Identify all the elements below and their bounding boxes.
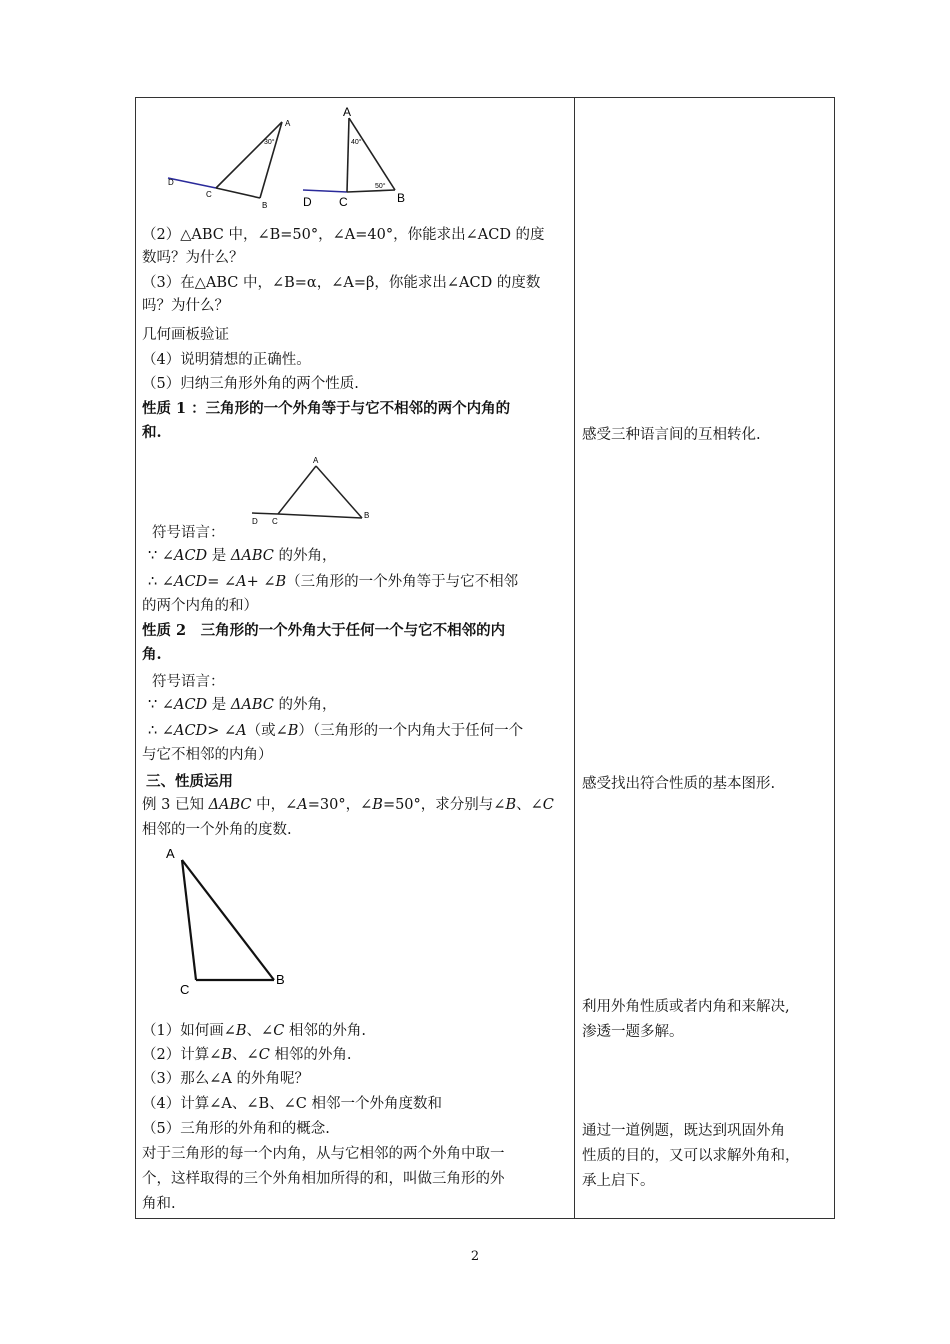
property-1-line2: 和.	[142, 424, 162, 441]
step-5: （5）三角形的外角和的概念.	[142, 1121, 330, 1137]
fig1-angle-label: 30°	[264, 139, 275, 146]
definition-line3: 角和.	[142, 1196, 176, 1212]
question-3-line2: 吗？为什么？	[142, 298, 229, 314]
page-number: 2	[470, 1249, 480, 1264]
note-multiple-solutions-line1: 利用外角性质或者内角和来解决,	[582, 999, 790, 1015]
note-basic-figure: 感受找出符合性质的基本图形.	[582, 776, 776, 792]
fig1-label-d: D	[168, 178, 174, 187]
therefore-line-2-cont: 与它不相邻的内角）	[142, 747, 273, 763]
fig2-label-a: A	[343, 105, 352, 119]
fig2-angle-b: 50°	[375, 183, 386, 190]
note-example-purpose-line2: 性质的目的，又可以求解外角和，	[582, 1148, 800, 1164]
question-3-line1: （3）在△ABC 中，∠B=α，∠A=β，你能求出∠ACD 的度数	[142, 275, 541, 291]
property-2-line1: 性质 2 三角形的一个外角大于任何一个与它不相邻的内	[142, 622, 506, 639]
question-2-line2: 数吗？为什么？	[142, 250, 244, 266]
step-2: （2）计算∠B、∠C 相邻的外角.	[142, 1047, 352, 1063]
step-3: （3）那么∠A 的外角呢？	[142, 1071, 309, 1087]
fig3-label-d: D	[252, 517, 258, 526]
fig2-label-b: B	[397, 191, 406, 205]
therefore-line-1: ∴ ∠ACD= ∠A+ ∠B（三角形的一个外角等于与它不相邻	[148, 574, 519, 590]
column-divider	[574, 98, 575, 1218]
because-line-2: ∵ ∠ACD 是 ΔABC 的外角，	[148, 697, 337, 713]
fig3-label-c: C	[272, 517, 278, 526]
therefore-line-2: ∴ ∠ACD> ∠A（或∠B）（三角形的一个内角大于任何一个	[148, 723, 524, 739]
step-1: （1）如何画∠B、∠C 相邻的外角.	[142, 1023, 367, 1039]
fig4-label-b: B	[276, 972, 285, 987]
because-line-1: ∵ ∠ACD 是 ΔABC 的外角，	[148, 548, 337, 564]
note-multiple-solutions-line2: 渗透一题多解。	[582, 1024, 684, 1040]
figure-exterior-angle-2	[297, 102, 427, 212]
symbol-language-1: 符号语言：	[152, 525, 225, 541]
question-2-line1: （2）△ABC 中，∠B=50°，∠A=40°，你能求出∠ACD 的度	[142, 227, 545, 243]
fig2-label-d: D	[303, 195, 312, 209]
section-3-heading: 三、性质运用	[146, 773, 233, 790]
fig3-label-b: B	[364, 511, 370, 520]
fig1-label-c: C	[206, 190, 212, 199]
note-example-purpose-line1: 通过一道例题，既达到巩固外角	[582, 1123, 785, 1139]
property-2-line2: 角.	[142, 646, 162, 663]
property-1-line1: 性质 1 ：三角形的一个外角等于与它不相邻的两个内角的	[142, 400, 511, 417]
question-4: （4）说明猜想的正确性。	[142, 352, 311, 368]
note-three-languages: 感受三种语言间的互相转化.	[582, 427, 761, 443]
note-example-purpose-line3: 承上启下。	[582, 1173, 655, 1189]
verify-line: 几何画板验证	[142, 327, 229, 343]
fig1-label-a: A	[285, 119, 291, 128]
fig2-label-c: C	[339, 195, 348, 209]
example-3-line2: 相邻的一个外角的度数.	[142, 822, 292, 838]
figure-exterior-angle-3	[246, 454, 386, 530]
definition-line1: 对于三角形的每一个内角，从与它相邻的两个外角中取一	[142, 1146, 505, 1162]
example-3-line1: 例 3 已知 ΔABC 中，∠A=30°，∠B=50°，求分别与∠B、∠C	[142, 797, 554, 813]
symbol-language-2: 符号语言：	[152, 674, 225, 690]
step-4: （4）计算∠A、∠B、∠C 相邻一个外角度数和	[142, 1096, 443, 1112]
therefore-line-1-cont: 的两个内角的和）	[142, 598, 258, 614]
fig3-label-a: A	[313, 456, 319, 465]
fig4-label-c: C	[180, 982, 190, 996]
fig4-label-a: A	[166, 846, 175, 861]
definition-line2: 个，这样取得的三个外角相加所得的和，叫做三角形的外	[142, 1171, 505, 1187]
lesson-table	[135, 97, 835, 1219]
figure-example-3-triangle	[158, 846, 298, 996]
fig1-label-b: B	[262, 201, 268, 210]
figure-exterior-angle-1	[162, 116, 302, 212]
question-5: （5）归纳三角形外角的两个性质.	[142, 376, 359, 392]
fig2-angle-a: 40°	[351, 139, 362, 146]
